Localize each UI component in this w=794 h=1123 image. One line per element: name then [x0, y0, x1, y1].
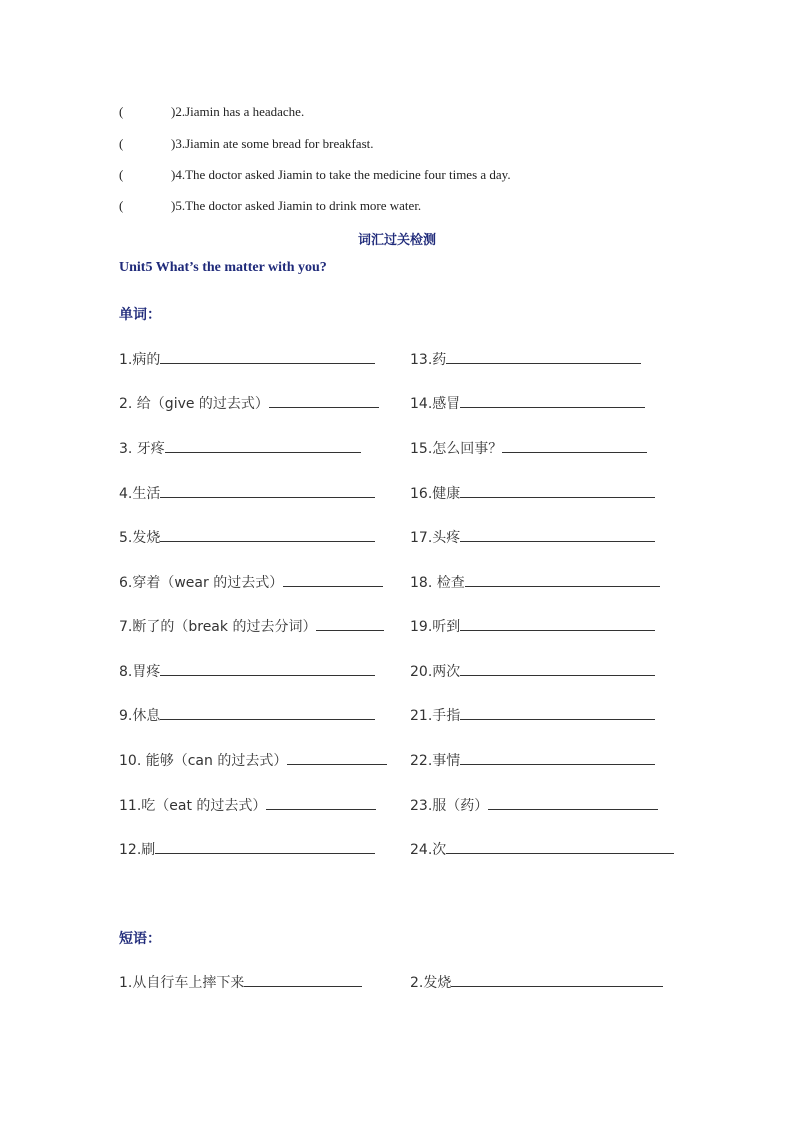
- word-item[interactable]: 6.穿着（wear 的过去式）: [119, 572, 383, 592]
- answer-paren[interactable]: (: [119, 136, 124, 151]
- word-item[interactable]: 13.药: [410, 349, 641, 369]
- words-label: 单词：: [119, 307, 161, 323]
- word-item[interactable]: 23.服（药）: [410, 795, 658, 815]
- answer-paren[interactable]: (: [119, 198, 124, 213]
- word-item[interactable]: 19.听到: [410, 616, 655, 636]
- word-item[interactable]: 22.事情: [410, 750, 655, 770]
- tf-item: [119, 167, 511, 183]
- word-item[interactable]: 9.休息: [119, 705, 375, 725]
- word-item[interactable]: 16.健康: [410, 483, 655, 503]
- tf-statement: )2.Jiamin has a headache.: [171, 104, 305, 119]
- word-item[interactable]: 10. 能够（can 的过去式）: [119, 750, 387, 770]
- word-item[interactable]: 8.胃疼: [119, 661, 375, 681]
- word-item[interactable]: 17.头疼: [410, 527, 655, 547]
- word-item[interactable]: 12.刷: [119, 839, 375, 859]
- word-item[interactable]: 24.次: [410, 839, 674, 859]
- word-item[interactable]: 1.病的: [119, 349, 375, 369]
- word-item[interactable]: 21.手指: [410, 705, 655, 725]
- answer-paren[interactable]: (: [119, 104, 124, 119]
- phrases-label: 短语：: [119, 931, 161, 947]
- tf-statement: )5.The doctor asked Jiamin to drink more water.: [171, 198, 422, 213]
- tf-statement: )3.Jiamin ate some bread for breakfast.: [171, 136, 374, 151]
- tf-item: [119, 104, 304, 120]
- answer-paren[interactable]: (: [119, 167, 124, 182]
- word-item[interactable]: 14.感冒: [410, 393, 645, 413]
- word-item[interactable]: 11.吃（eat 的过去式）: [119, 795, 376, 815]
- phrase-item[interactable]: 2.发烧: [410, 972, 663, 992]
- word-item[interactable]: 2. 给（give 的过去式）: [119, 393, 379, 413]
- tf-item: [119, 136, 374, 152]
- phrase-item[interactable]: 1.从自行车上摔下来: [119, 972, 362, 992]
- word-item[interactable]: 20.两次: [410, 661, 655, 681]
- word-item[interactable]: 18. 检查: [410, 572, 660, 592]
- tf-statement: )4.The doctor asked Jiamin to take the medicine four times a day.: [171, 167, 511, 182]
- section-title: 词汇过关检测: [357, 233, 436, 248]
- unit-title: Unit5 What’s the matter with you?: [119, 260, 327, 275]
- word-item[interactable]: 15.怎么回事？: [410, 438, 647, 458]
- word-item[interactable]: 7.断了的（break 的过去分词）: [119, 616, 384, 636]
- word-item[interactable]: 3. 牙疼: [119, 438, 361, 458]
- tf-item: [119, 198, 421, 214]
- word-item[interactable]: 5.发烧: [119, 527, 375, 547]
- word-item[interactable]: 4.生活: [119, 483, 375, 503]
